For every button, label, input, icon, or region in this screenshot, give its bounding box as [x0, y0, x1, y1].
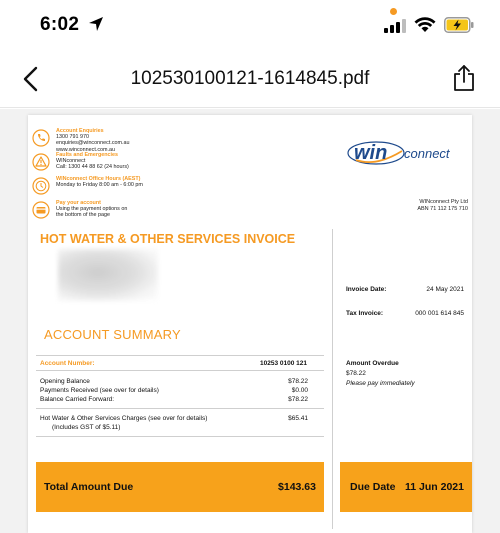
- balance-carried-value: $78.22: [288, 396, 308, 403]
- charges-value: $65.41: [288, 415, 308, 422]
- account-number-value: 10253 0100 121: [260, 360, 307, 367]
- due-date-value: 11 Jun 2021: [405, 481, 464, 493]
- battery-charging-icon: [444, 17, 474, 33]
- total-amount-due-label: Total Amount Due: [44, 481, 134, 493]
- gst-note: (Includes GST of $5.11): [52, 424, 121, 431]
- invoice-title: HOT WATER & OTHER SERVICES INVOICE: [40, 232, 296, 246]
- account-number-rule: [36, 370, 324, 371]
- warning-icon: [32, 153, 50, 171]
- privacy-indicator-icon: [390, 8, 397, 15]
- tax-invoice-value: 000 001 614 845: [415, 310, 464, 317]
- card-icon: [32, 201, 50, 219]
- cellular-signal-icon: [384, 19, 406, 33]
- status-time: 6:02: [40, 14, 80, 35]
- nav-bar: [0, 50, 500, 108]
- opening-balance-label: Opening Balance: [40, 378, 90, 385]
- payments-received-label: Payments Received (see over for details): [40, 387, 159, 394]
- logo-main-text: win: [354, 142, 388, 164]
- charges-label: Hot Water & Other Services Charges (see over for details): [40, 415, 208, 422]
- balance-carried-label: Balance Carried Forward:: [40, 396, 115, 403]
- redacted-address: [58, 249, 158, 301]
- pdf-page[interactable]: Account Enquiries 1300 791 970 enquiries@winconnect.com.au www.winconnect.com.au Faults and Emergencies WINconnect Call: 1300 44 88 62 (24 hours) WINconnect Office Hours (AEST) Monday to Friday 8:00 am - 6:00 pm Pay your account Using the payment options on the bottom of the page win connect WINconnect Pty Ltd ABN 71 112 175 710 HOT WATER & OTHER SERVICES INVOICE Invoice Date: 24 May 2021 Tax Invoice: 000 001 614 845 ACCOUNT SUMMARY Account Number: 10253 0100 121 Amount Overdue $78.22 Please pay immediately Opening Balance $78.22 Payments Received (see over for details) $0.00 Balance Carried Forward: $78.22 Hot Water & Other Services Charges (see over for details) $65.41 (Includes GST of $5.11) Total Amount Due $143.63 Due Date 11 Jun 2021: [28, 115, 472, 533]
- company-info: WINconnect Pty Ltd ABN 71 112 175 710: [417, 199, 468, 212]
- balance-rule: [36, 408, 324, 409]
- tax-invoice-label: Tax Invoice:: [346, 310, 384, 317]
- amount-overdue-note: Please pay immediately: [346, 380, 415, 387]
- invoice-date-value: 24 May 2021: [426, 286, 464, 293]
- location-arrow-icon: [88, 16, 104, 32]
- account-summary-title: ACCOUNT SUMMARY: [44, 327, 181, 342]
- phone-icon: [32, 129, 50, 147]
- logo-suffix-text: connect: [404, 146, 450, 161]
- charges-rule: [36, 436, 324, 437]
- amount-overdue-title: Amount Overdue: [346, 360, 399, 367]
- amount-overdue-value: $78.22: [346, 370, 366, 377]
- document-title: 102530100121-1614845.pdf: [130, 68, 370, 89]
- opening-balance-value: $78.22: [288, 378, 308, 385]
- payments-received-value: $0.00: [291, 387, 308, 394]
- share-icon[interactable]: [452, 64, 476, 92]
- back-chevron-icon[interactable]: [20, 66, 42, 92]
- due-date-box: [340, 462, 472, 512]
- wifi-icon: [414, 17, 436, 33]
- column-divider: [332, 229, 333, 529]
- total-amount-due-box: [36, 462, 324, 512]
- total-amount-due-value: $143.63: [278, 481, 316, 493]
- summary-top-rule: [36, 355, 324, 356]
- due-date-label: Due Date: [350, 481, 396, 493]
- clock-icon: [32, 177, 50, 195]
- invoice-date-label: Invoice Date:: [346, 286, 387, 293]
- winconnect-logo: [346, 139, 470, 167]
- status-bar: [0, 0, 500, 46]
- account-number-label: Account Number:: [40, 360, 95, 367]
